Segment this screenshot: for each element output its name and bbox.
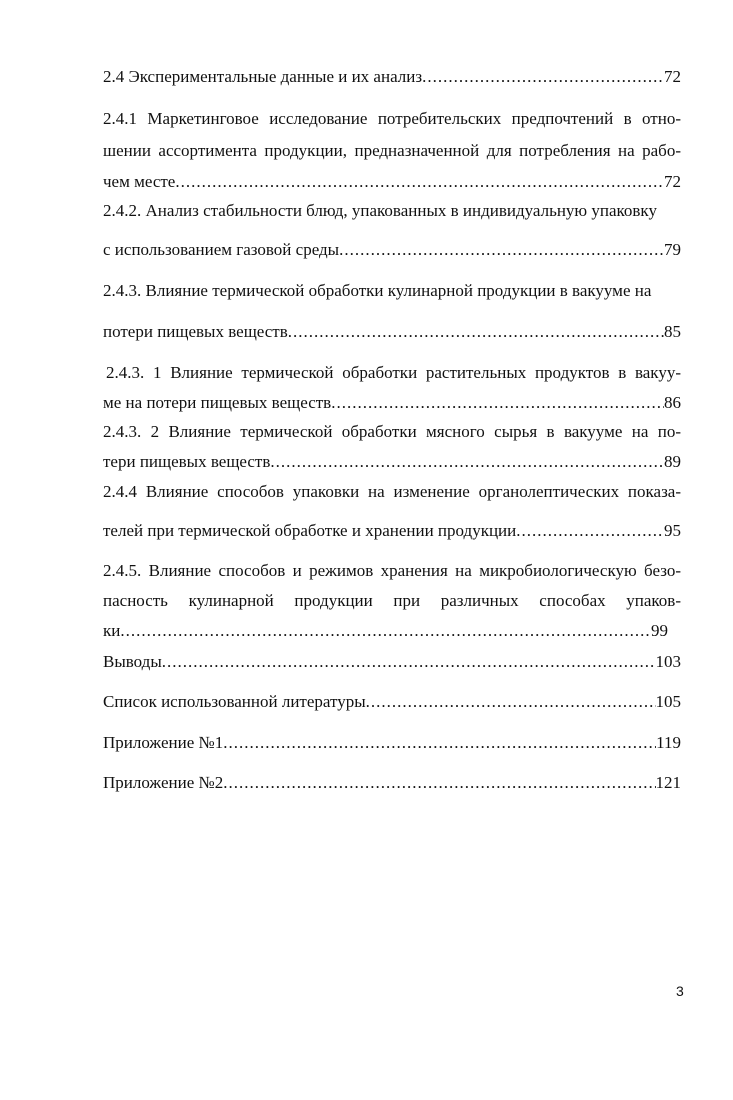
dot-leader xyxy=(288,322,664,342)
toc-page-number: 95 xyxy=(664,521,681,540)
toc-entry-2-4-4-line-1: 2.4.4 Влияние способов упаковки на изменение органолептических показа- xyxy=(103,482,681,501)
toc-entry-title: Список использованной литературы xyxy=(103,692,366,711)
toc-page-number: 72 xyxy=(664,172,681,191)
toc-page-number: 79 xyxy=(664,240,681,259)
toc-entry-title: ки xyxy=(103,621,121,640)
toc-entry-references xyxy=(103,692,681,712)
toc-page-number: 119 xyxy=(656,733,681,752)
toc-entry-2-4-3-2-line-2 xyxy=(103,452,681,472)
dot-leader xyxy=(120,621,651,641)
toc-entry-title: с использованием газовой среды xyxy=(103,240,340,259)
dot-leader xyxy=(162,652,656,672)
toc-page-number: 99 xyxy=(651,621,668,640)
page-number: 3 xyxy=(676,983,684,999)
toc-entry-title: Приложение №2 xyxy=(103,773,224,792)
toc-entry-appendix-1 xyxy=(103,733,681,753)
toc-entry-2-4-3-1-line-2 xyxy=(103,393,681,413)
dot-leader xyxy=(366,692,656,712)
dot-leader xyxy=(422,67,664,87)
toc-entry-2-4-3-line-2 xyxy=(103,322,681,342)
toc-entry-2-4-1-line-1: 2.4.1 Маркетинговое исследование потребительских предпочтений в отно- xyxy=(103,109,681,128)
toc-page-number: 103 xyxy=(655,652,681,671)
toc-entry-title: чем месте xyxy=(103,172,176,191)
toc-entry-title: ме на потери пищевых веществ xyxy=(103,393,332,412)
toc-entry-2-4-5-line-3 xyxy=(103,621,668,641)
toc-entry-2-4-1-line-3 xyxy=(103,172,681,192)
toc-entry-2-4-2-line-2 xyxy=(103,240,681,260)
dot-leader xyxy=(516,521,664,541)
toc-page-number: 89 xyxy=(664,452,681,471)
toc-entry-2-4-1-line-2: шении ассортимента продукции, предназначенной для потребления на рабо- xyxy=(103,141,681,160)
toc-entry-2-4-3-2-line-1: 2.4.3. 2 Влияние термической обработки мясного сырья в вакууме на по- xyxy=(103,422,681,441)
toc-entry-title: потери пищевых веществ xyxy=(103,322,288,341)
dot-leader xyxy=(331,393,664,413)
toc-entry-2-4-4-line-2 xyxy=(103,521,681,541)
toc-entry-2-4-5-line-2: пасность кулинарной продукции при различных способах упаков- xyxy=(103,591,681,610)
toc-entry-title: 2.4 Экспериментальные данные и их анализ xyxy=(103,67,423,86)
toc-entry-2-4-2-line-1: 2.4.2. Анализ стабильности блюд, упакованных в индивидуальную упаковку xyxy=(103,201,657,220)
toc-entry-appendix-2 xyxy=(103,773,681,793)
toc-entry-2-4-3-line-1: 2.4.3. Влияние термической обработки кулинарной продукции в вакууме на xyxy=(103,281,652,300)
toc-page-number: 72 xyxy=(664,67,681,86)
toc-entry-title: телей при термической обработке и хранении продукции xyxy=(103,521,517,540)
toc-page-number: 105 xyxy=(655,692,681,711)
dot-leader xyxy=(175,172,664,192)
dot-leader xyxy=(223,733,656,753)
toc-page-number: 121 xyxy=(655,773,681,792)
dot-leader xyxy=(223,773,655,793)
toc-entry-2-4-3-1-line-1: 2.4.3. 1 Влияние термической обработки растительных продуктов в вакуу- xyxy=(106,363,681,382)
toc-entry-title: Приложение №1 xyxy=(103,733,224,752)
dot-leader xyxy=(270,452,664,472)
dot-leader xyxy=(339,240,664,260)
toc-entry-2-4 xyxy=(103,67,681,87)
toc-entry-title: тери пищевых веществ xyxy=(103,452,271,471)
toc-entry-title: Выводы xyxy=(103,652,162,671)
toc-entry-2-4-5-line-1: 2.4.5. Влияние способов и режимов хранения на микробиологическую безо- xyxy=(103,561,681,580)
toc-page-number: 85 xyxy=(664,322,681,341)
toc-entry-conclusions xyxy=(103,652,681,672)
toc-page-number: 86 xyxy=(664,393,681,412)
